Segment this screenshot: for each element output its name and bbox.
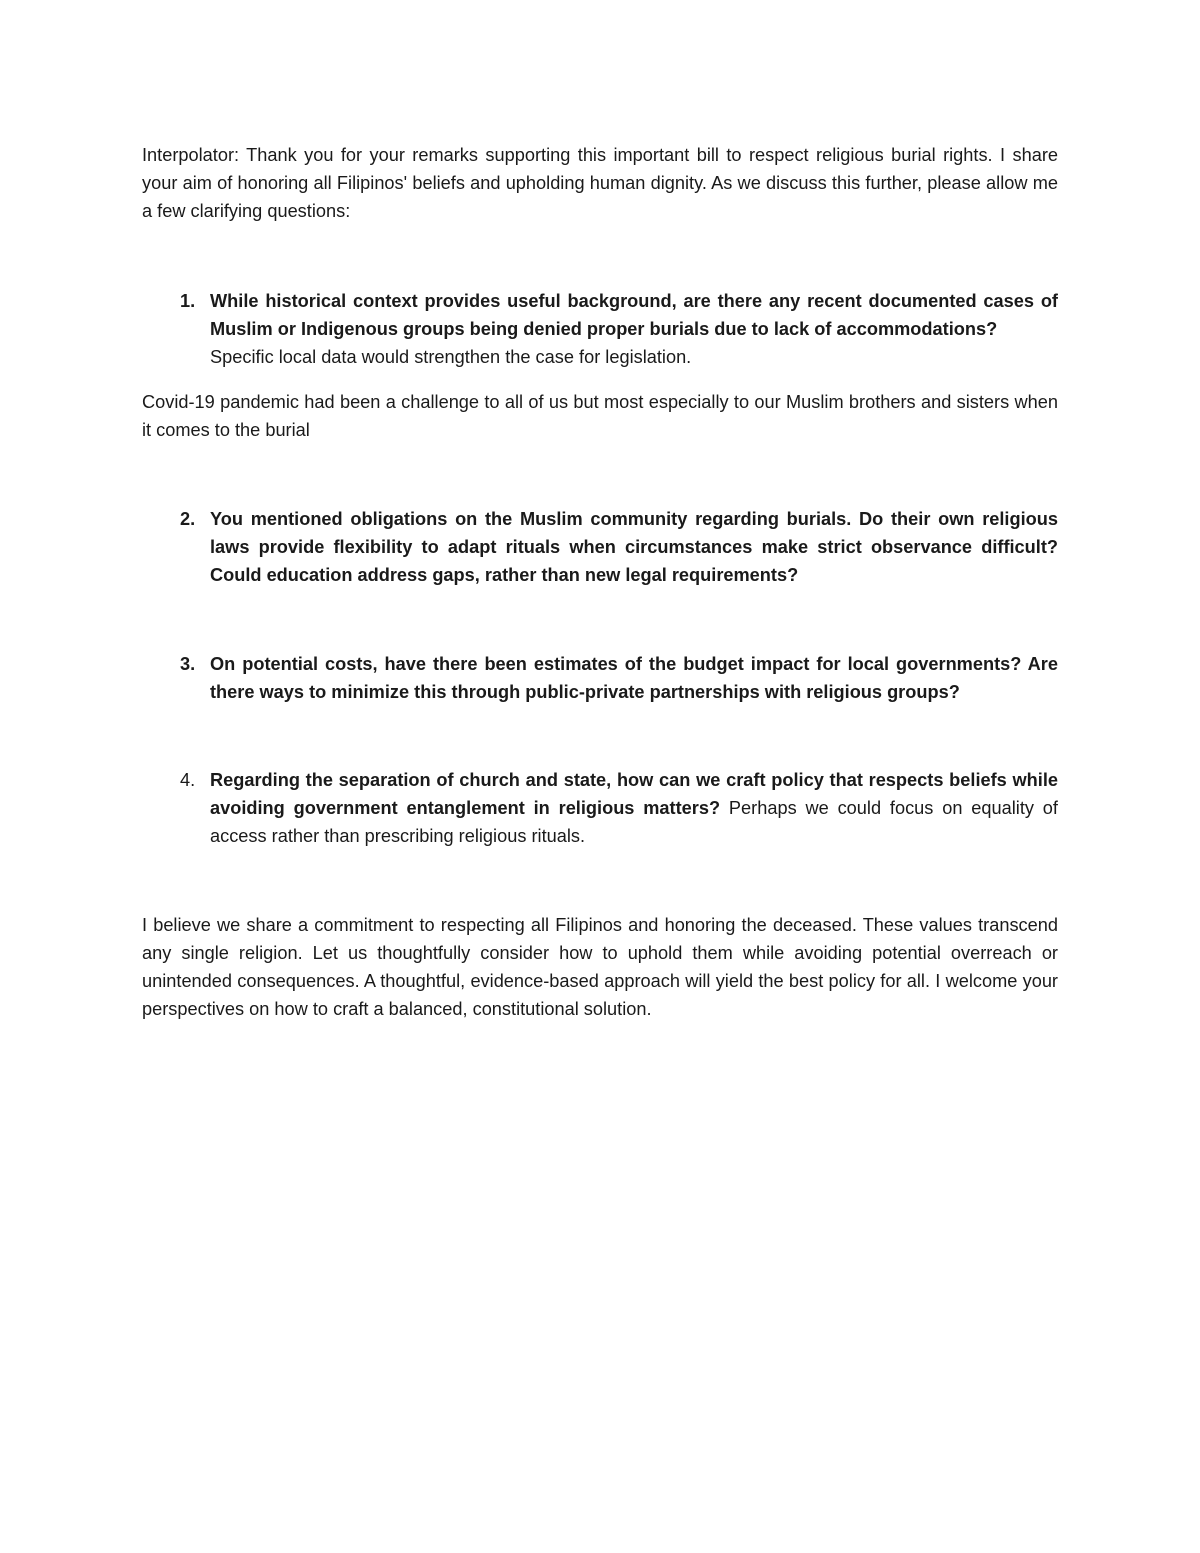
question-item xyxy=(142,287,1058,371)
closing-paragraph: I believe we share a commitment to respecting all Filipinos and honoring the deceased. These values transcend any single religion. Let us thoughtfully consider how to uphold them while avoiding potential overreach or unintended consequences. A thoughtful, evidence-based approach will yield the best policy for all. I welcome your perspectives on how to craft a balanced, constitutional solution. xyxy=(142,915,1058,1019)
question-item xyxy=(142,505,1058,589)
question-note: Specific local data would strengthen the case for legislation. xyxy=(210,347,692,367)
covid-response-paragraph: Covid-19 pandemic had been a challenge to all of us but most especially to our Muslim brothers and sisters when it comes to the burial xyxy=(142,392,1058,440)
question-item xyxy=(142,766,1058,850)
question-text: While historical context provides useful background, are there any recent documented cases of Muslim or Indigenous groups being denied proper burials due to lack of accommodations? xyxy=(210,291,1058,339)
question-text: You mentioned obligations on the Muslim community regarding burials. Do their own religious laws provide flexibility to adapt rituals when circumstances make strict observance difficult? Could education address gaps, rather than new legal requirements? xyxy=(210,509,1058,585)
question-number: 2. xyxy=(180,509,196,529)
question-note: Perhaps we could focus on equality of access rather than prescribing religious rituals. xyxy=(210,798,1058,846)
question-text: Regarding the separation of church and state, how can we craft policy that respects beliefs while avoiding government entanglement in religious matters? xyxy=(210,770,1058,818)
intro-paragraph: Interpolator: Thank you for your remarks supporting this important bill to respect religious burial rights. I share your aim of honoring all Filipinos' beliefs and upholding human dignity. As we discuss this further, please allow me a few clarifying questions: xyxy=(142,145,1058,221)
question-item xyxy=(142,650,1058,706)
question-text: On potential costs, have there been estimates of the budget impact for local governments? Are there ways to minimize this through public-private partnerships with religious groups? xyxy=(210,654,1058,702)
question-number: 3. xyxy=(180,654,196,674)
question-number: 4. xyxy=(180,770,196,790)
question-number: 1. xyxy=(180,291,196,311)
